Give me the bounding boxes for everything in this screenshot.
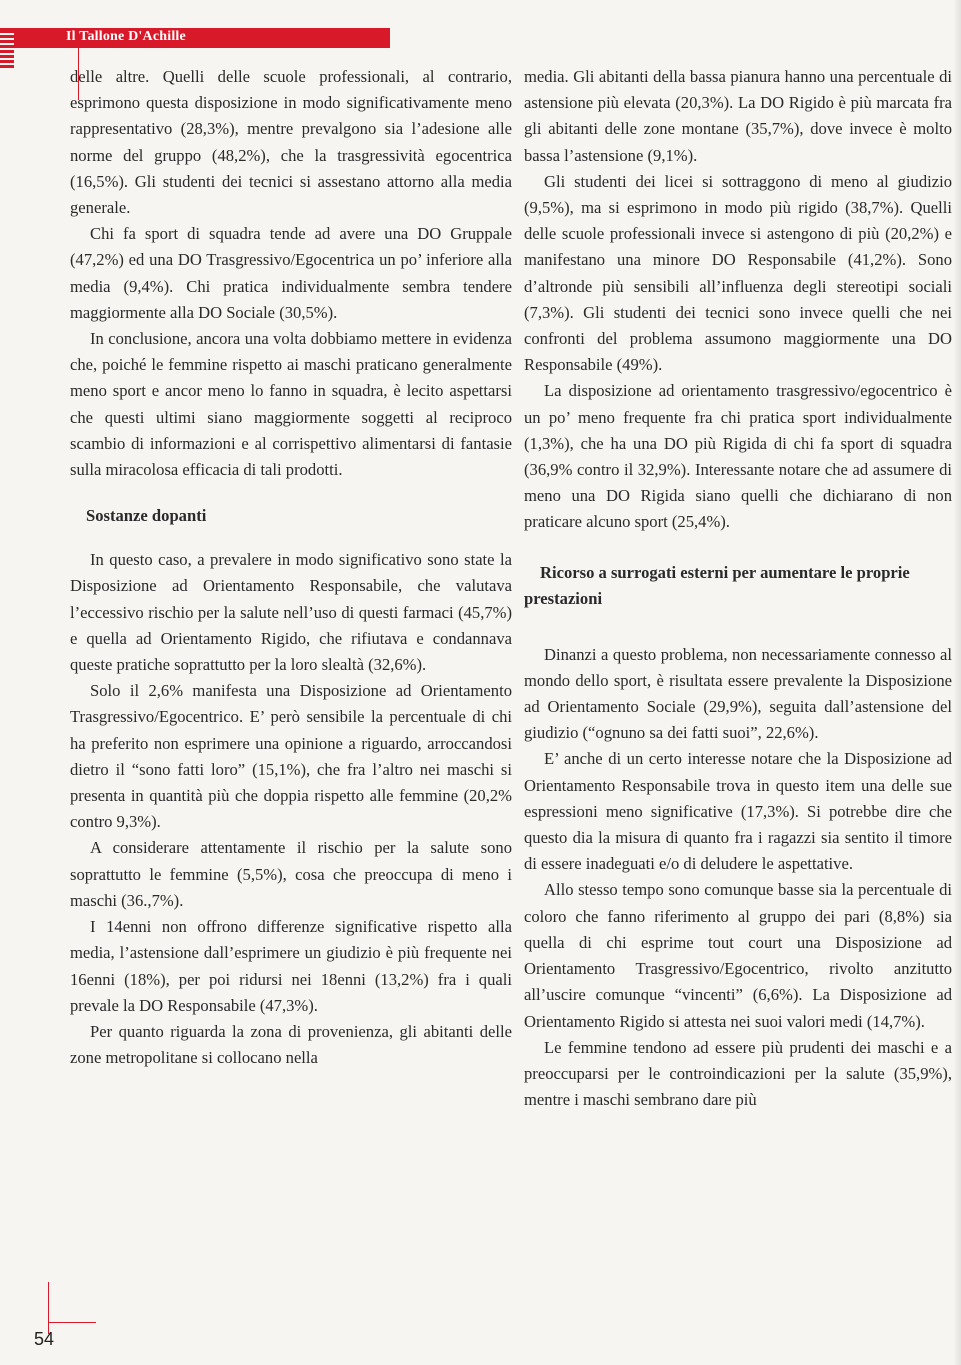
section-heading: Sostanze dopanti [86, 506, 207, 526]
running-head-band [0, 28, 390, 48]
paragraph: Per quanto riguarda la zona di provenienza, gli abitanti delle zone metropolitane si collocano nella [70, 1021, 512, 1068]
paragraph: In conclusione, ancora una volta dobbiamo mettere in evidenza che, poiché le femmine rispetto ai maschi praticano generalmente meno sport e ancor meno lo fanno in squadra, è lecito aspettarsi che questi ultimi siano maggiormente soggetti al reciproco scambio di informazioni e al corrispettivo alimentarsi di fantasie sulla miracolosa efficacia di tali prodotti. [70, 329, 512, 480]
paragraph: Le femmine tendono ad essere più prudenti dei maschi e a preoccuparsi per le controindicazioni per la salute (35,9%), mentre i maschi sembrano dare più [524, 1037, 952, 1110]
running-head: Il Tallone D'Achille [66, 29, 186, 44]
left-column [70, 64, 512, 1071]
crop-mark-bottom-h [48, 1322, 96, 1323]
paragraph: Chi fa sport di squadra tende ad avere una DO Gruppale (47,2%) ed una DO Trasgressivo/Egocentrica un po’ inferiore alla media (9,4%). Chi pratica individualmente sembra tendere maggiormente alla DO Sociale (30,5%). [70, 224, 512, 322]
paragraph: media. Gli abitanti della bassa pianura hanno una percentuale di astensione più elevata (20,3%). La DO Rigido è più marcata fra gli abitanti delle zone montane (35,7%), dove invece è molto bassa l’astensione (9,1%). [524, 67, 952, 165]
right-column [524, 64, 952, 1113]
paragraph: Dinanzi a questo problema, non necessariamente connesso al mondo dello sport, è risultata essere prevalente la Disposizione ad Orientamento Sociale (29,9%), seguita dall’astensione del giudizio (“ognuno sa dei fatti suoi”, 22,6%). [524, 644, 952, 743]
paragraph: I 14enni non offrono differenze significative rispetto alla media, l’astensione dall’esprimere un giudizio è più frequente nei 16enni (18%), per poi ridursi nei 18enni (13,2%) fra i quali prevale la DO Responsabile (47,3%). [70, 917, 512, 1015]
paragraph: Allo stesso tempo sono comunque basse sia la percentuale di coloro che fanno riferimento al gruppo dei pari (8,8%) sia quella di chi esprime tout court una Disposizione ad Orientamento Trasgressivo/Egocentrico, rivolto anzitutto all’uscire comunque “vincenti” (6,6%). La Disposizione ad Orientamento Rigido si attesta nei suoi valori medi (14,7%). [524, 880, 952, 1031]
paragraph: Solo il 2,6% manifesta una Disposizione ad Orientamento Trasgressivo/Egocentrico. E’ però sensibile la percentuale di chi ha preferito non esprimere una opinione a riguardo, arroccandosi dietro il “sono fatti loro” (15,1%), che fra l’altro nei maschi si presenta in quantità più che doppia rispetto alle femmine (20,2% contro 9,3%). [70, 681, 512, 832]
page-number: 54 [34, 1329, 55, 1349]
section-heading: Ricorso a surrogati esterni per aumentare le proprie prestazioni [524, 562, 910, 608]
paragraph: delle altre. Quelli delle scuole professionali, al contrario, esprimono questa disposizione in modo significativamente meno rappresentativo (28,3%), mentre prevalgono sia l’adesione alle norme del gruppo (48,2%), che la trasgressività egocentrica (16,5%). Gli studenti dei tecnici si assestano attorno alla media generale. [70, 67, 512, 218]
crop-mark-bottom [48, 1282, 49, 1334]
paragraph: Gli studenti dei licei si sottraggono di meno al giudizio (9,5%), ma si esprimono in modo più rigido (38,7%). Quelli delle scuole professionali invece si astengono di più (20,2%) e manifestano una minore DO Responsabile (41,2%). Sono d’altronde più sensibili all’influenza degli stereotipi sociali (7,3%). Gli studenti dei tecnici sono invece quelli che nei confronti del problema assumono maggiormente una DO Responsabile (49%). [524, 171, 952, 375]
paragraph: In questo caso, a prevalere in modo significativo sono state la Disposizione ad Orientamento Responsabile, che valutava l’eccessivo rischio per la salute nell’uso di questi farmaci (45,7%) e quella ad Orientamento Rigido, che rifiutava e condannava queste pratiche soprattutto per la loro slealtà (32,6%). [70, 550, 512, 675]
page-edge-shadow [953, 0, 961, 1365]
page-edge-tabs [0, 30, 14, 70]
paragraph: E’ anche di un certo interesse notare che la Disposizione ad Orientamento Responsabile trova in questo item una delle sue espressioni meno significative (17,3%). Si potrebbe dire che questo dia la misura di quanto fra i ragazzi sia sentito il timore di essere inadeguati e/o di deludere le aspettative. [524, 749, 952, 874]
paragraph: A considerare attentamente il rischio per la salute sono soprattutto le femmine (5,5%), cosa che preoccupa di meno i maschi (36.,7%). [70, 838, 512, 910]
paragraph: La disposizione ad orientamento trasgressivo/egocentrico è un po’ meno frequente fra chi pratica sport individualmente (1,3%), che ha una DO più Rigida di chi fa sport di squadra (36,9% contro il 32,9%). Interessante notare che ad assumere di meno una DO Rigida siano quelli che dichiarano di non praticare alcuno sport (25,4%). [524, 381, 952, 532]
